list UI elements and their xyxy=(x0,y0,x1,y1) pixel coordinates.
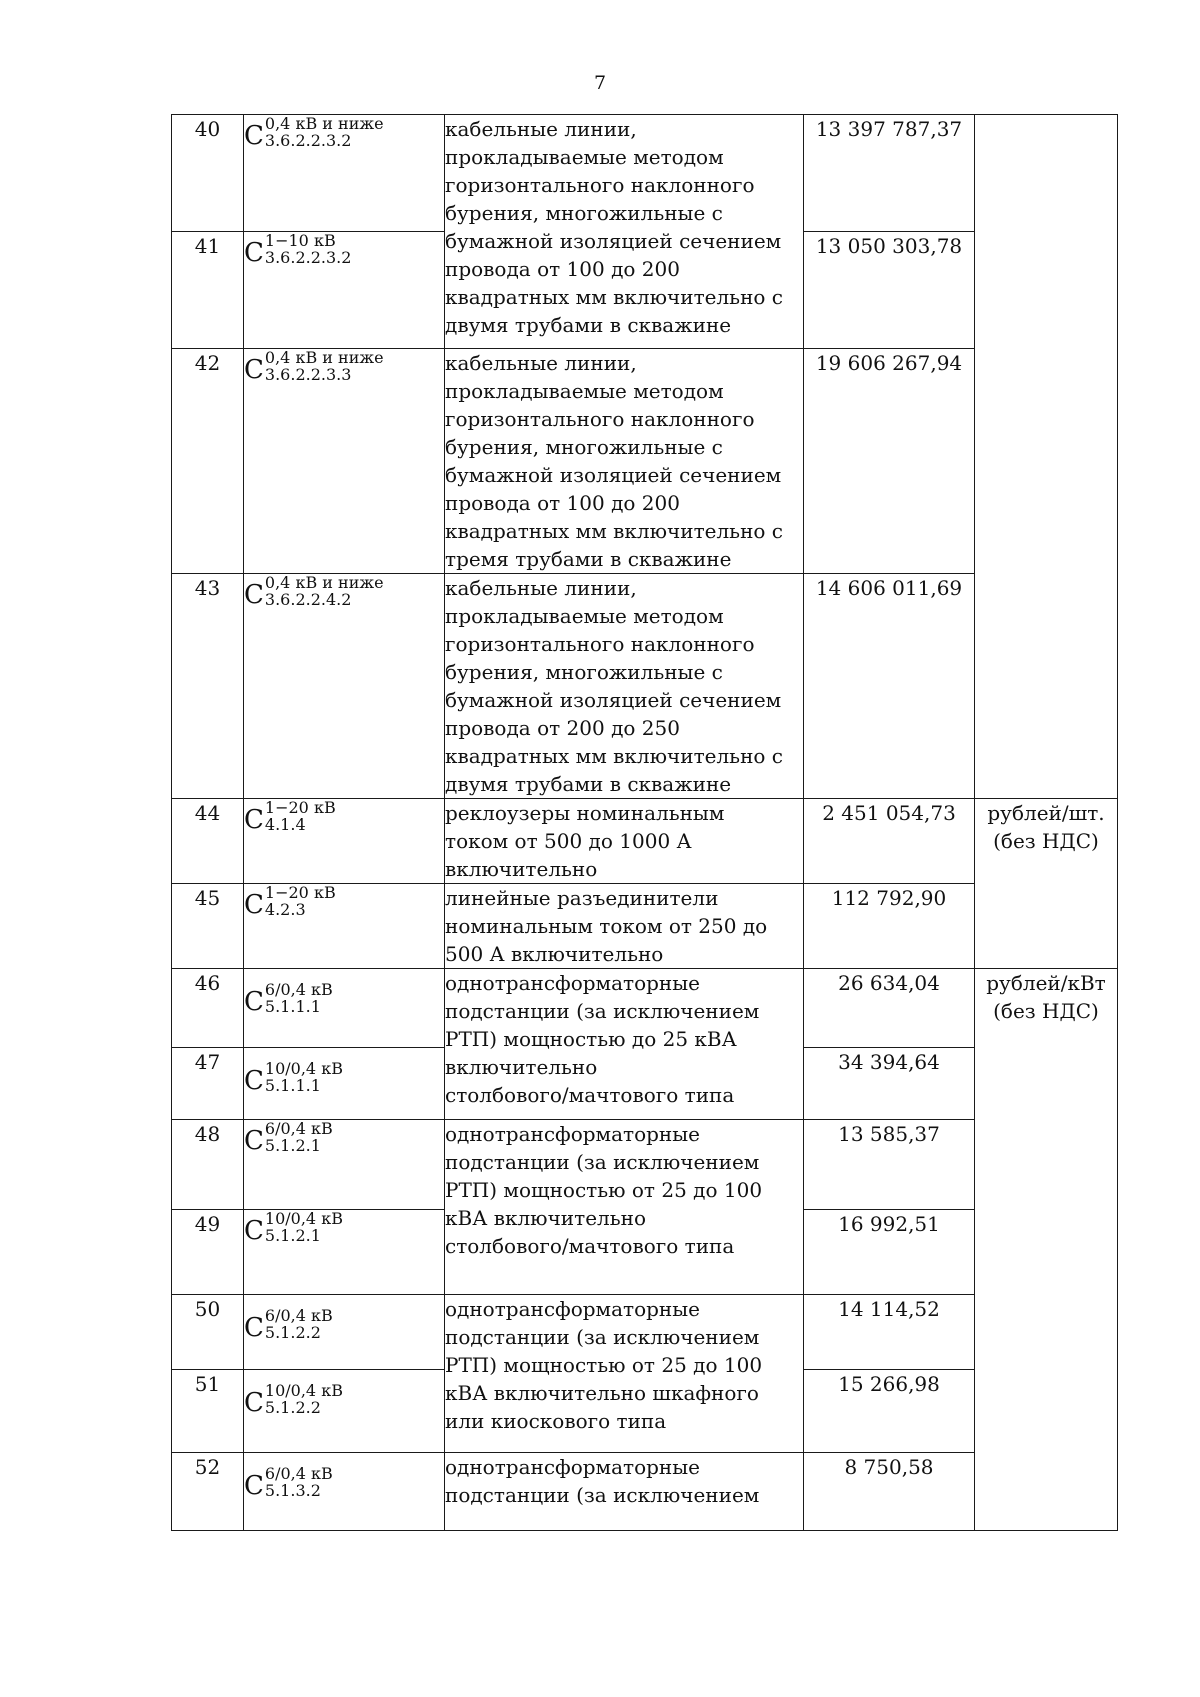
row-number: 52 xyxy=(172,1453,244,1531)
row-number: 46 xyxy=(172,969,244,1048)
rate-value: 34 394,64 xyxy=(804,1048,975,1120)
rate-value: 8 750,58 xyxy=(804,1453,975,1531)
rate-code: C 0,4 кВ и ниже 3.6.2.2.3.2 xyxy=(244,115,445,232)
unit-cell-empty xyxy=(975,115,1118,799)
rate-code: C 1−10 кВ 3.6.2.2.3.2 xyxy=(244,232,445,349)
description-cell: кабельные линии, прокладываемые методом горизонтального наклонного бурения, многожильные с бумажной изоляцией сечением провода от 100 до 200 квадратных мм включительно с тремя трубами в скважине xyxy=(445,349,804,574)
row-number: 43 xyxy=(172,574,244,799)
unit-cell: рублей/шт. (без НДС) xyxy=(975,799,1118,969)
rate-value: 13 397 787,37 xyxy=(804,115,975,232)
row-number: 49 xyxy=(172,1210,244,1295)
rate-code: C 1−20 кВ 4.1.4 xyxy=(244,799,445,884)
rate-value: 19 606 267,94 xyxy=(804,349,975,574)
rate-code: C 6/0,4 кВ 5.1.2.1 xyxy=(244,1120,445,1210)
rate-code: C 10/0,4 кВ 5.1.2.1 xyxy=(244,1210,445,1295)
rate-code: C 6/0,4 кВ 5.1.3.2 xyxy=(244,1453,445,1531)
rate-value: 13 585,37 xyxy=(804,1120,975,1210)
page-number: 7 xyxy=(593,72,607,94)
rate-value: 14 114,52 xyxy=(804,1295,975,1370)
row-number: 44 xyxy=(172,799,244,884)
rate-value: 26 634,04 xyxy=(804,969,975,1048)
description-cell: кабельные линии, прокладываемые методом горизонтального наклонного бурения, многожильные с бумажной изоляцией сечением провода от 100 до 200 квадратных мм включительно с двумя трубами в скважине xyxy=(445,115,804,349)
rate-value: 13 050 303,78 xyxy=(804,232,975,349)
rate-value: 15 266,98 xyxy=(804,1370,975,1453)
description-cell: реклоузеры номинальным током от 500 до 1000 А включительно xyxy=(445,799,804,884)
rate-code: C 1−20 кВ 4.2.3 xyxy=(244,884,445,969)
row-number: 41 xyxy=(172,232,244,349)
description-cell: однотрансформаторные подстанции (за исключением РТП) мощностью от 25 до 100 кВА включительно столбового/мачтового типа xyxy=(445,1120,804,1295)
description-cell: линейные разъединители номинальным током от 250 до 500 А включительно xyxy=(445,884,804,969)
row-number: 42 xyxy=(172,349,244,574)
table-row xyxy=(172,799,1118,884)
rate-code: C 6/0,4 кВ 5.1.1.1 xyxy=(244,969,445,1048)
rate-value: 16 992,51 xyxy=(804,1210,975,1295)
description-cell: однотрансформаторные подстанции (за исключением xyxy=(445,1453,804,1531)
rate-code: C 10/0,4 кВ 5.1.2.2 xyxy=(244,1370,445,1453)
rate-value: 112 792,90 xyxy=(804,884,975,969)
description-cell: однотрансформаторные подстанции (за исключением РТП) мощностью от 25 до 100 кВА включительно шкафного или киоскового типа xyxy=(445,1295,804,1453)
row-number: 48 xyxy=(172,1120,244,1210)
rate-value: 2 451 054,73 xyxy=(804,799,975,884)
table-row xyxy=(172,969,1118,1048)
rate-code: C 6/0,4 кВ 5.1.2.2 xyxy=(244,1295,445,1370)
table-row xyxy=(172,115,1118,232)
row-number: 51 xyxy=(172,1370,244,1453)
rate-code: C 10/0,4 кВ 5.1.1.1 xyxy=(244,1048,445,1120)
row-number: 50 xyxy=(172,1295,244,1370)
unit-cell: рублей/кВт (без НДС) xyxy=(975,969,1118,1531)
rate-code: C 0,4 кВ и ниже 3.6.2.2.3.3 xyxy=(244,349,445,574)
row-number: 47 xyxy=(172,1048,244,1120)
row-number: 45 xyxy=(172,884,244,969)
description-cell: кабельные линии, прокладываемые методом горизонтального наклонного бурения, многожильные с бумажной изоляцией сечением провода от 200 до 250 квадратных мм включительно с двумя трубами в скважине xyxy=(445,574,804,799)
tariff-table xyxy=(171,114,1118,1531)
description-cell: однотрансформаторные подстанции (за исключением РТП) мощностью до 25 кВА включительно столбового/мачтового типа xyxy=(445,969,804,1120)
row-number: 40 xyxy=(172,115,244,232)
rate-code: C 0,4 кВ и ниже 3.6.2.2.4.2 xyxy=(244,574,445,799)
rate-value: 14 606 011,69 xyxy=(804,574,975,799)
